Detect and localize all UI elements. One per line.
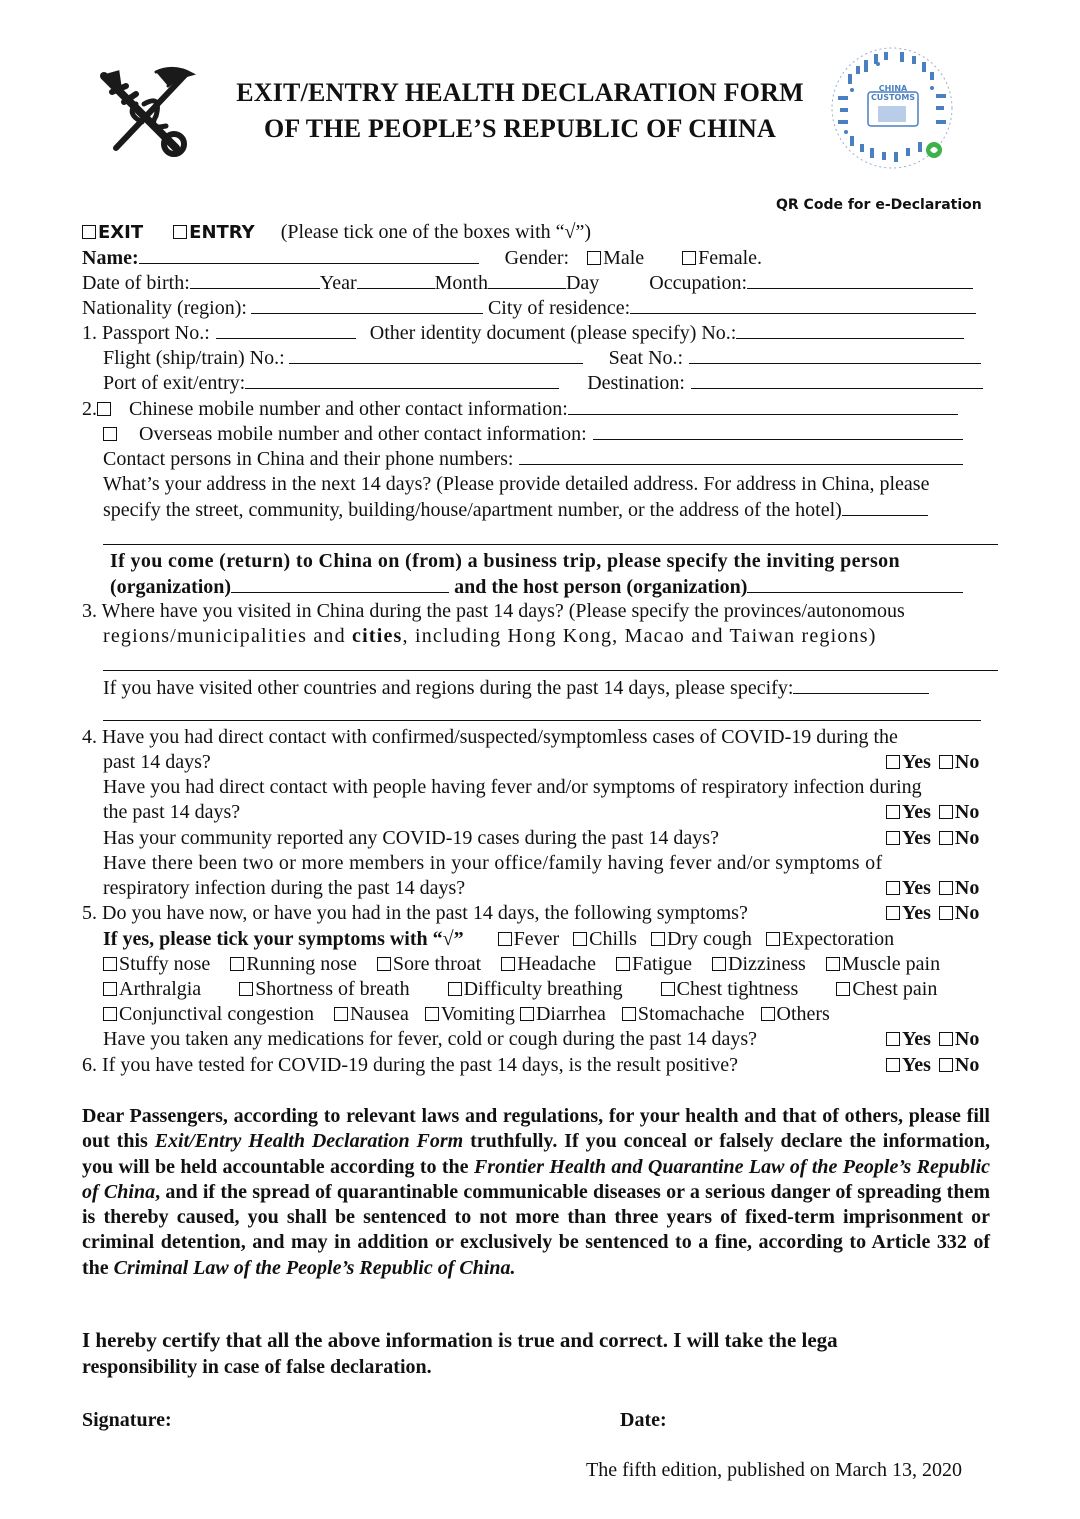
residence-label: City of residence:	[487, 297, 631, 319]
chinese-mobile-label: Chinese mobile number and other contact information:	[129, 398, 568, 420]
business-line1: If you come (return) to China on (from) a business trip, please specify the inviting person	[110, 550, 900, 572]
chills-checkbox[interactable]	[573, 932, 587, 946]
female-checkbox[interactable]	[682, 251, 696, 265]
residence-field[interactable]	[630, 295, 976, 314]
overseas-mobile-row	[103, 421, 963, 446]
male-checkbox[interactable]	[587, 251, 601, 265]
fatigue-label: Fatigue	[632, 953, 693, 975]
address-row2	[103, 497, 928, 522]
q4-4-yes-checkbox[interactable]	[886, 881, 900, 895]
occupation-field[interactable]	[747, 270, 973, 289]
yes-label: Yes	[902, 827, 931, 849]
date-label: Date:	[620, 1409, 667, 1431]
q4-4-no-checkbox[interactable]	[939, 881, 953, 895]
other-doc-label: Other identity document (please specify) No.:	[369, 322, 737, 344]
q5-meds-no-checkbox[interactable]	[939, 1032, 953, 1046]
flight-row	[103, 345, 981, 370]
shortness-breath-label: Shortness of breath	[255, 978, 410, 1000]
yes-label: Yes	[902, 902, 931, 924]
entry-label: ENTRY	[189, 222, 255, 243]
no-label: No	[954, 877, 980, 899]
q4-1-no-checkbox[interactable]	[939, 755, 953, 769]
q4-3-yes-checkbox[interactable]	[886, 831, 900, 845]
q4-1-answer	[886, 750, 979, 774]
warning-law-name: Frontier Health and Quarantine Law of the People’s Republic of China	[82, 1155, 990, 1203]
port-field[interactable]	[245, 370, 559, 389]
expectoration-checkbox[interactable]	[766, 932, 780, 946]
address-field[interactable]	[842, 497, 928, 516]
form-title-line2: OF THE PEOPLE’S REPUBLIC OF CHINA	[264, 114, 776, 143]
q3-other-row	[103, 675, 929, 700]
q6-answer	[886, 1053, 979, 1077]
q4-3-no-checkbox[interactable]	[939, 831, 953, 845]
q4-1-yes-checkbox[interactable]	[886, 755, 900, 769]
vomiting-label: Vomiting	[440, 1003, 515, 1025]
nationality-row	[82, 295, 976, 320]
yes-label: Yes	[902, 1054, 931, 1076]
muscle-pain-checkbox[interactable]	[826, 957, 840, 971]
q5-meds-yes-checkbox[interactable]	[886, 1032, 900, 1046]
chest-pain-checkbox[interactable]	[836, 982, 850, 996]
month-label: Month	[434, 272, 488, 294]
destination-label: Destination:	[587, 372, 685, 394]
running-nose-checkbox[interactable]	[230, 957, 244, 971]
q6-no-checkbox[interactable]	[939, 1058, 953, 1072]
q5-yes-checkbox[interactable]	[886, 906, 900, 920]
stomachache-checkbox[interactable]	[622, 1007, 636, 1021]
symptoms-row2	[103, 952, 940, 976]
warning-form-name: Exit/Entry Health Declaration Form	[154, 1130, 464, 1153]
qr-label: QR Code for e-Declaration	[776, 197, 982, 213]
destination-field[interactable]	[691, 370, 983, 389]
vomiting-checkbox[interactable]	[425, 1007, 439, 1021]
q5-answer	[886, 901, 979, 925]
address-extra-line[interactable]	[103, 544, 998, 545]
q4-line1b: past 14 days?	[103, 751, 211, 773]
stuffy-nose-label: Stuffy nose	[119, 953, 211, 975]
arthralgia-checkbox[interactable]	[103, 982, 117, 996]
arthralgia-label: Arthralgia	[119, 978, 202, 1000]
chinese-mobile-field[interactable]	[568, 396, 958, 415]
dizziness-checkbox[interactable]	[712, 957, 726, 971]
name-label: Name:	[82, 247, 139, 269]
business-host-label: and the host person (organization)	[454, 576, 748, 598]
year-label: Year	[319, 272, 357, 294]
dob-row	[82, 270, 973, 295]
q3-line2c: , including Hong Kong, Macao and Taiwan regions)	[402, 625, 877, 647]
q5-line: 5. Do you have now, or have you had in the past 14 days, the following symptoms?	[82, 902, 748, 924]
yes-label: Yes	[902, 751, 931, 773]
stomachache-label: Stomachache	[637, 1003, 745, 1025]
symptoms-row1	[103, 927, 894, 951]
q4-line4a: Have there been two or more members in your office/family having fever and/or symptoms of	[103, 852, 883, 874]
dry-cough-checkbox[interactable]	[651, 932, 665, 946]
stuffy-nose-checkbox[interactable]	[103, 957, 117, 971]
q4-line2b: the past 14 days?	[103, 801, 241, 823]
q3-other-label: If you have visited other countries and regions during the past 14 days, please specify:	[103, 677, 794, 699]
dob-year-field[interactable]	[190, 270, 320, 289]
q5-no-checkbox[interactable]	[939, 906, 953, 920]
address-line1: What’s your address in the next 14 days? (Please provide detailed address. For address in China, please	[103, 473, 930, 495]
dob-month-field[interactable]	[357, 270, 435, 289]
port-row	[103, 370, 983, 395]
exit-checkbox[interactable]	[82, 225, 96, 239]
q3-other-field[interactable]	[793, 675, 929, 694]
no-label: No	[954, 1054, 980, 1076]
warning-part1: Dear Passengers, according to relevant laws and regulations, for your health and that of others, please fill out this	[82, 1105, 990, 1153]
q3-answer-line[interactable]	[103, 670, 998, 671]
dry-cough-label: Dry cough	[666, 928, 752, 950]
q6-line: 6. If you have tested for COVID-19 during the past 14 days, is the result positive?	[82, 1054, 738, 1076]
tick-instruction: (Please tick one of the boxes with “√”)	[280, 221, 592, 243]
fatigue-checkbox[interactable]	[616, 957, 630, 971]
passport-row	[82, 320, 964, 345]
chest-tightness-checkbox[interactable]	[661, 982, 675, 996]
name-field[interactable]	[139, 245, 479, 264]
nationality-field[interactable]	[251, 295, 483, 314]
fever-checkbox[interactable]	[498, 932, 512, 946]
warning-part3: , and if the spread of quarantinable communicable diseases or a serious danger of spreading them is thereby caused, you shall be sentenced to not more than three years of fixed-term imprisonment or criminal detention, and may in addition or exclusively be sentenced to a fine, according to Article 332 of the	[82, 1180, 990, 1279]
signature-label: Signature:	[82, 1409, 172, 1431]
seat-label: Seat No.:	[608, 347, 684, 369]
qr-code[interactable]	[828, 44, 956, 172]
form-title-line1: EXIT/ENTRY HEALTH DECLARATION FORM	[236, 78, 804, 107]
q2-number: 2.	[82, 398, 97, 420]
exit-entry-row	[82, 220, 591, 245]
business-org-label: (organization)	[110, 576, 232, 598]
others-checkbox[interactable]	[761, 1007, 775, 1021]
signature-field[interactable]	[182, 1408, 582, 1432]
chinese-mobile-checkbox[interactable]	[97, 402, 111, 416]
certify-line2: responsibility in case of false declaration.	[82, 1356, 432, 1378]
q4-line3: Has your community reported any COVID-19 cases during the past 14 days?	[103, 827, 719, 849]
sore-throat-label: Sore throat	[392, 953, 482, 975]
overseas-mobile-checkbox[interactable]	[103, 427, 117, 441]
contacts-row	[103, 446, 963, 471]
chest-tightness-label: Chest tightness	[676, 978, 799, 1000]
inviting-person-field[interactable]	[231, 574, 449, 593]
symptoms-row4	[103, 1002, 830, 1026]
chest-pain-label: Chest pain	[852, 978, 938, 1000]
no-label: No	[954, 801, 980, 823]
fever-label: Fever	[513, 928, 560, 950]
entry-checkbox[interactable]	[173, 225, 187, 239]
diarrhea-checkbox[interactable]	[520, 1007, 534, 1021]
nausea-label: Nausea	[349, 1003, 409, 1025]
warning-criminal-law: Criminal Law of the People’s Republic of China.	[113, 1256, 516, 1279]
certify-line1: I hereby certify that all the above information is true and correct. I will take the lega	[82, 1328, 838, 1352]
no-label: No	[954, 827, 980, 849]
legal-warning	[82, 1104, 990, 1281]
q4-2-no-checkbox[interactable]	[939, 805, 953, 819]
q4-2-answer	[886, 800, 979, 824]
dizziness-label: Dizziness	[728, 953, 806, 975]
chills-label: Chills	[589, 928, 637, 950]
business-row2	[110, 574, 963, 599]
q6-yes-checkbox[interactable]	[886, 1058, 900, 1072]
expectoration-label: Expectoration	[781, 928, 895, 950]
name-row	[82, 245, 762, 270]
gender-label: Gender:	[504, 247, 570, 269]
flight-field[interactable]	[289, 345, 583, 364]
edition-note: The fifth edition, published on March 13, 2020	[586, 1459, 963, 1481]
qr-text-line1: CHINA	[878, 84, 908, 93]
q4-line4b: respiratory infection during the past 14 days?	[103, 877, 466, 899]
qr-text	[868, 84, 918, 102]
address-line2: specify the street, community, building/house/apartment number, or the address of the hotel)	[103, 499, 842, 521]
q4-2-yes-checkbox[interactable]	[886, 805, 900, 819]
port-label: Port of exit/entry:	[103, 372, 246, 394]
q5-meds-line: Have you taken any medications for fever, cold or cough during the past 14 days?	[103, 1028, 757, 1050]
nationality-label: Nationality (region):	[82, 297, 247, 319]
passport-label: 1. Passport No.:	[82, 322, 210, 344]
chinese-mobile-row	[82, 396, 958, 421]
exit-label: EXIT	[98, 222, 144, 243]
male-label: Male	[603, 247, 645, 269]
contacts-label: Contact persons in China and their phone numbers:	[103, 448, 514, 470]
qr-code-icon	[828, 44, 956, 172]
q5-tick-instruction: If yes, please tick your symptoms with “√”	[103, 928, 464, 950]
symptoms-row3	[103, 977, 937, 1001]
shortness-breath-checkbox[interactable]	[239, 982, 253, 996]
dob-day-field[interactable]	[488, 270, 566, 289]
passport-field[interactable]	[216, 320, 356, 339]
headache-label: Headache	[517, 953, 597, 975]
q4-line2a: Have you had direct contact with people having fever and/or symptoms of respiratory infection during	[103, 776, 922, 798]
difficulty-breathing-label: Difficulty breathing	[463, 978, 623, 1000]
no-label: No	[954, 751, 980, 773]
day-label: Day	[565, 272, 600, 294]
date-field[interactable]	[672, 1408, 972, 1432]
running-nose-label: Running nose	[246, 953, 357, 975]
headache-checkbox[interactable]	[501, 957, 515, 971]
host-person-field[interactable]	[747, 574, 963, 593]
no-label: No	[954, 902, 980, 924]
others-label: Others	[776, 1003, 830, 1025]
yes-label: Yes	[902, 801, 931, 823]
q3-line2	[103, 624, 877, 648]
yes-label: Yes	[902, 1028, 931, 1050]
seat-field[interactable]	[689, 345, 981, 364]
q5-meds-answer	[886, 1027, 979, 1051]
nausea-checkbox[interactable]	[334, 1007, 348, 1021]
conjunctival-checkbox[interactable]	[103, 1007, 117, 1021]
qr-text-line2: CUSTOMS	[870, 93, 916, 102]
q4-3-answer	[886, 826, 979, 850]
q3-cities: cities	[352, 625, 403, 647]
certification	[82, 1327, 994, 1381]
no-label: No	[954, 1028, 980, 1050]
overseas-mobile-field[interactable]	[593, 421, 963, 440]
muscle-pain-label: Muscle pain	[841, 953, 941, 975]
q4-line1a: 4. Have you had direct contact with confirmed/suspected/symptomless cases of COVID-19 during the	[82, 726, 898, 748]
q4-4-answer	[886, 876, 979, 900]
difficulty-breathing-checkbox[interactable]	[448, 982, 462, 996]
diarrhea-label: Diarrhea	[535, 1003, 606, 1025]
other-doc-field[interactable]	[736, 320, 964, 339]
flight-label: Flight (ship/train) No.:	[103, 347, 285, 369]
occupation-label: Occupation:	[649, 272, 748, 294]
sore-throat-checkbox[interactable]	[377, 957, 391, 971]
dob-label: Date of birth:	[82, 272, 190, 294]
q3-line2a: regions/municipalities and	[103, 625, 353, 647]
contacts-field[interactable]	[519, 446, 963, 465]
warning-part2: truthfully. If you conceal or falsely declare the information, you will be held accountable according to the	[82, 1130, 991, 1178]
female-label: Female.	[698, 247, 763, 269]
conjunctival-label: Conjunctival congestion	[119, 1003, 314, 1025]
q3-line1: 3. Where have you visited in China during the past 14 days? (Please specify the provinces/autonomous	[82, 600, 905, 622]
q3-other-answer-line[interactable]	[103, 720, 981, 721]
overseas-mobile-label: Overseas mobile number and other contact information:	[139, 423, 587, 445]
yes-label: Yes	[902, 877, 931, 899]
